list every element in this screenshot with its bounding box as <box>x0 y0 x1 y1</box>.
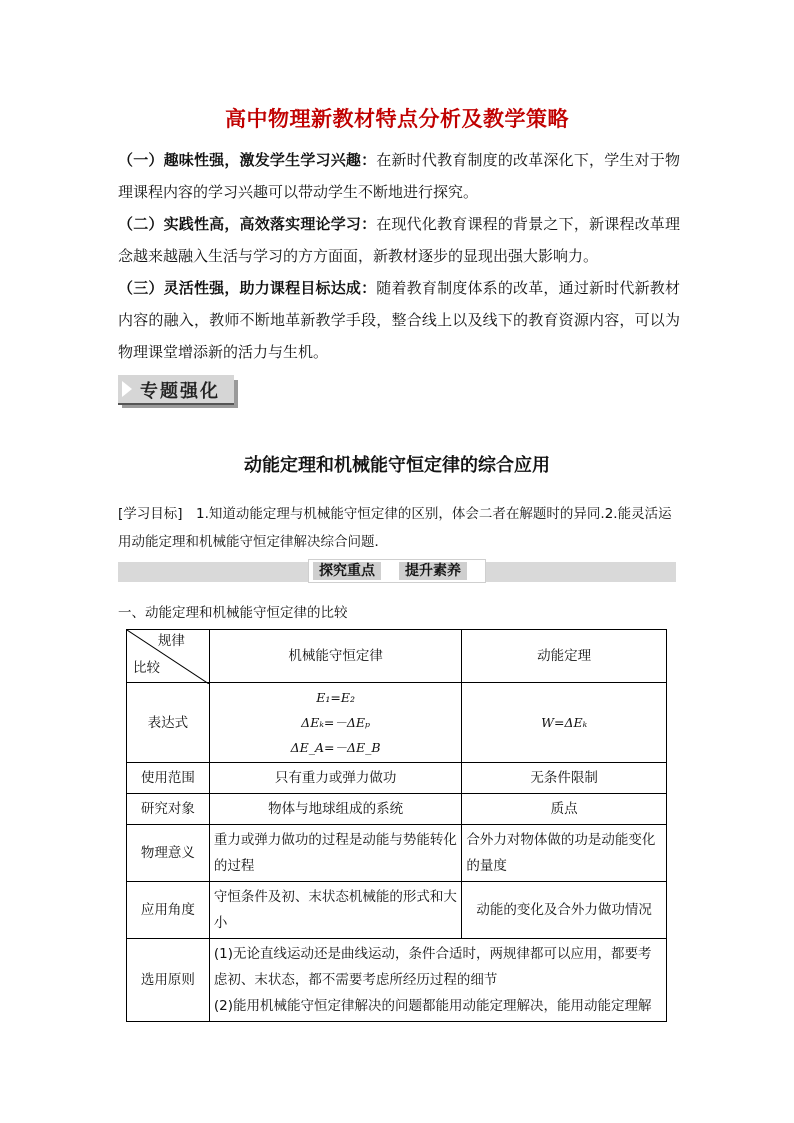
focus-tag-right: 提升素养 <box>399 562 467 580</box>
row-label: 表达式 <box>127 683 210 763</box>
paragraph-body: 在现代化教育课程的背景之下，新课程改革理念越来越融入生活与学习的方方面面，新教材逐步的显现出强大影响力。 <box>118 215 680 265</box>
principle-line: (1)无论直线运动还是曲线运动，条件合适时，两规律都可以应用，都要考虑初、末状态，都不需要考虑所经历过程的细节 <box>213 946 652 988</box>
table-cell-merged <box>209 939 666 1022</box>
table-cell: 动能的变化及合外力做功情况 <box>462 882 667 939</box>
section-heading: 一、动能定理和机械能守恒定律的比较 <box>118 605 348 621</box>
banner-label: 专题强化 <box>140 381 220 402</box>
table-row <box>127 763 667 794</box>
focus-strip <box>118 562 676 582</box>
table-row <box>127 794 667 825</box>
paragraph-body: 在新时代教育制度的改革深化下，学生对于物理课程内容的学习兴趣可以带动学生不断地进行探究。 <box>118 151 680 201</box>
table-cell: W=ΔEₖ <box>462 683 667 763</box>
paragraph-lead: （三）灵活性强，助力课程目标达成： <box>118 279 377 297</box>
paragraph-lead: （一）趣味性强，激发学生学习兴趣： <box>118 151 377 169</box>
row-label: 物理意义 <box>127 825 210 882</box>
formula-line: ΔE_A=－ΔE_B <box>290 740 381 755</box>
paragraph-body: 随着教育制度体系的改革，通过新时代新教材内容的融入，教师不断地革新教学手段，整合线上以及线下的教育资源内容，可以为物理课堂增添新的活力与生机。 <box>118 279 680 361</box>
table-cell <box>209 683 462 763</box>
learning-goals: [学习目标] 1.知道动能定理与机械能守恒定律的区别，体会二者在解题时的异同.2.能灵活运用动能定理和机械能守恒定律解决综合问题． <box>118 506 672 550</box>
row-label: 使用范围 <box>127 763 210 794</box>
table-cell: 质点 <box>462 794 667 825</box>
paragraph-interest <box>118 144 680 208</box>
table-cell: 只有重力或弹力做功 <box>209 763 462 794</box>
arrow-right-icon <box>122 381 132 397</box>
focus-tag-left: 探究重点 <box>313 562 381 580</box>
topic-banner <box>118 375 238 407</box>
comparison-table <box>126 629 667 1022</box>
column-header: 动能定理 <box>462 630 667 683</box>
table-cell: 重力或弹力做功的过程是动能与势能转化的过程 <box>209 825 462 882</box>
paragraph-practice <box>118 208 680 272</box>
table-row <box>127 683 667 763</box>
banner-box <box>118 375 234 405</box>
table-corner-cell <box>127 630 210 683</box>
paragraph-lead: （二）实践性高，高效落实理论学习： <box>118 215 377 233</box>
corner-label-top: 规律 <box>157 633 185 649</box>
table-row <box>127 882 667 939</box>
paragraph-flexibility <box>118 272 680 368</box>
principle-line: (2)能用机械能守恒定律解决的问题都能用动能定理解决，能用动能定理解 <box>213 998 652 1014</box>
table-row <box>127 939 667 1022</box>
page-title: 高中物理新教材特点分析及教学策略 <box>225 107 569 131</box>
column-header: 机械能守恒定律 <box>209 630 462 683</box>
row-label: 选用原则 <box>127 939 210 1022</box>
table-row <box>127 825 667 882</box>
row-label: 研究对象 <box>127 794 210 825</box>
formula-line: E₁=E₂ <box>316 690 355 705</box>
table-cell: 守恒条件及初、末状态机械能的形式和大小 <box>209 882 462 939</box>
table-cell: 无条件限制 <box>462 763 667 794</box>
focus-strip-box <box>308 559 486 583</box>
table-header-row <box>127 630 667 683</box>
corner-label-bottom: 比较 <box>133 660 160 676</box>
section-title: 动能定理和机械能守恒定律的综合应用 <box>244 455 550 476</box>
row-label: 应用角度 <box>127 882 210 939</box>
formula-line: ΔEₖ=－ΔEₚ <box>301 715 371 730</box>
table-cell: 合外力对物体做的功是动能变化的量度 <box>462 825 667 882</box>
table-cell: 物体与地球组成的系统 <box>209 794 462 825</box>
